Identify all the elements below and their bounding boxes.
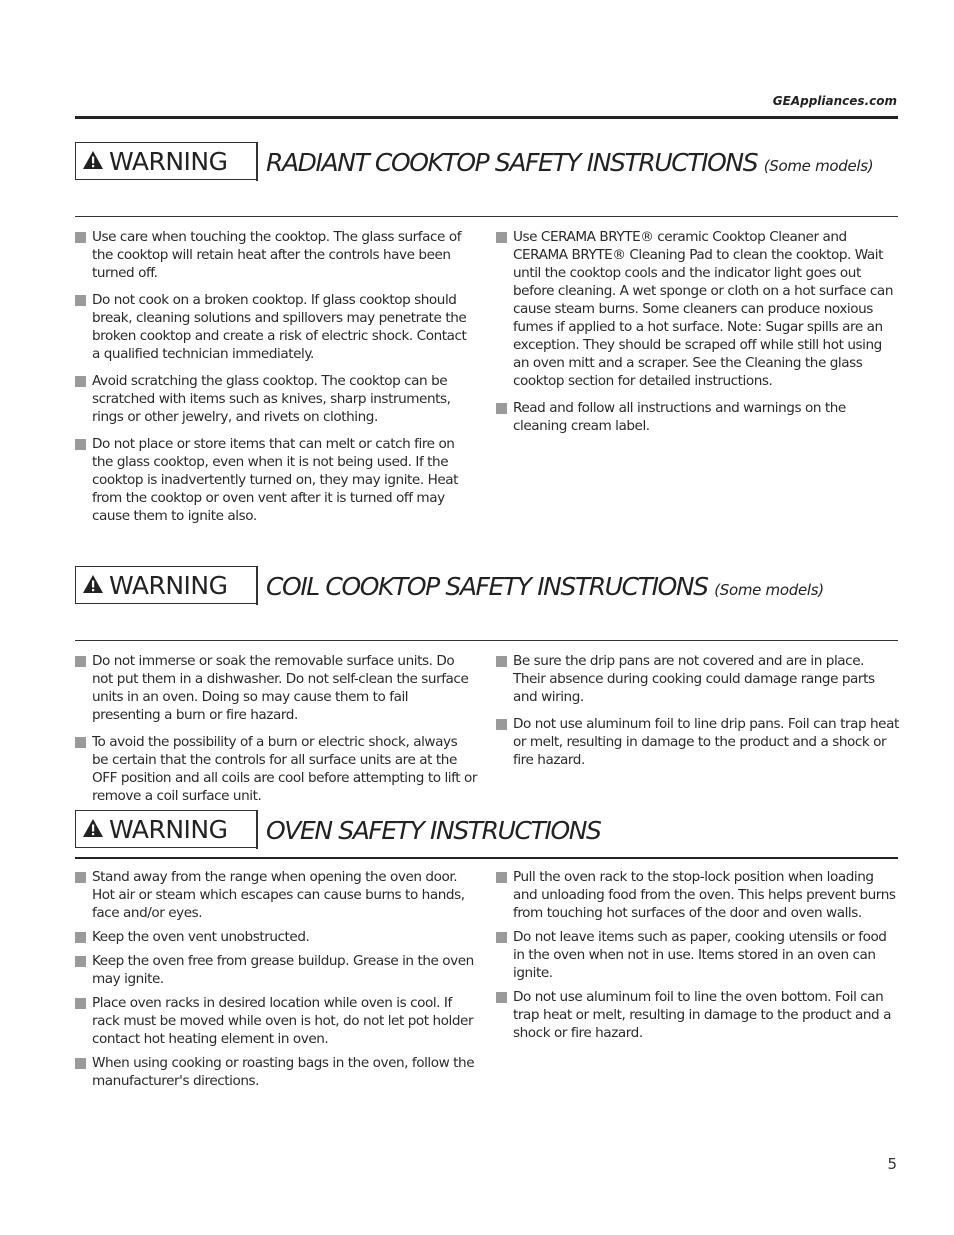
list-item-text: Do not leave items such as paper, cooking utensils or food in the oven when not in use. Items stored in an oven can ignite.	[513, 929, 887, 981]
list-item	[496, 868, 900, 922]
page-number: 5	[887, 1155, 897, 1173]
bullet-list	[75, 652, 477, 805]
section-subtitle: (Some models)	[763, 157, 874, 175]
bullet-list	[496, 868, 900, 1042]
heading-rule	[75, 640, 898, 641]
warning-triangle-icon	[82, 150, 104, 170]
bullet-square-icon	[75, 1058, 86, 1069]
bullet-square-icon	[496, 932, 507, 943]
bullet-square-icon	[75, 872, 86, 883]
section-title	[266, 572, 824, 601]
bullet-square-icon	[496, 403, 507, 414]
list-item-text: Keep the oven free from grease buildup. Grease in the oven may ignite.	[92, 953, 474, 987]
list-item	[75, 435, 477, 525]
section-title-text: RADIANT COOKTOP SAFETY INSTRUCTIONS	[266, 148, 758, 177]
bullet-square-icon	[75, 376, 86, 387]
bullet-square-icon	[496, 872, 507, 883]
bullet-square-icon	[496, 719, 507, 730]
section-heading	[75, 142, 898, 218]
left-column	[75, 228, 477, 534]
bullet-square-icon	[496, 992, 507, 1003]
bullet-list	[496, 228, 900, 435]
list-item-text: Do not immerse or soak the removable surface units. Do not put them in a dishwasher. Do not self-clean the surface units in an oven. Doing so may cause them to fail presenting a burn or fire hazard.	[92, 653, 469, 723]
warning-box	[75, 142, 258, 180]
heading-rule	[75, 857, 898, 859]
list-item-text: Stand away from the range when opening the oven door. Hot air or steam which escapes can cause burns to hands, face and/or eyes.	[92, 869, 465, 921]
section-coil-cooktop	[75, 566, 899, 804]
list-item	[496, 228, 900, 390]
section-radiant-cooktop	[75, 142, 898, 524]
warning-box	[75, 810, 258, 848]
list-item	[496, 652, 900, 706]
list-item-text: Avoid scratching the glass cooktop. The cooktop can be scratched with items such as knives, sharp instruments, rings or other jewelry, and rivets on clothing.	[92, 373, 451, 425]
list-item	[75, 952, 477, 988]
list-item	[75, 928, 477, 946]
list-item	[75, 291, 477, 363]
list-item-text: Keep the oven vent unobstructed.	[92, 929, 310, 945]
list-item	[75, 1054, 477, 1090]
section-heading	[75, 566, 898, 642]
list-item	[75, 372, 477, 426]
list-item-text: Do not use aluminum foil to line drip pans. Foil can trap heat or melt, resulting in damage to the product and a shock or fire hazard.	[513, 716, 899, 768]
list-item-text: Pull the oven rack to the stop-lock position when loading and unloading food from the oven. This helps prevent burns from touching hot surfaces of the door and oven walls.	[513, 869, 896, 921]
list-item-text: Use CERAMA BRYTE® ceramic Cooktop Cleaner and CERAMA BRYTE® Cleaning Pad to clean the cooktop. Wait until the cooktop cools and the indicator light goes out before cleaning. A wet sponge or cloth on a hot surface can cause steam burns. Some cleaners can produce noxious fumes if applied to a hot surface. Note: Sugar spills are an exception. They should be scraped off while still hot using an oven mitt and a scraper. See the Cleaning the glass cooktop section for detailed instructions.	[513, 229, 893, 389]
list-item-text: Do not place or store items that can melt or catch fire on the glass cooktop, even when it is not being used. If the cooktop is inadvertently turned on, they may ignite. Heat from the cooktop or oven vent after it is turned off may cause them to ignite also.	[92, 436, 459, 524]
warning-triangle-icon	[82, 574, 104, 594]
left-column	[75, 868, 477, 1096]
heading-rule	[75, 216, 898, 217]
list-item	[75, 733, 477, 805]
section-title	[266, 148, 873, 177]
warning-label: WARNING	[109, 146, 228, 176]
list-item-text: Be sure the drip pans are not covered and are in place. Their absence during cooking could damage range parts and wiring.	[513, 653, 875, 705]
list-item-text: To avoid the possibility of a burn or electric shock, always be certain that the controls for all surface units are at the OFF position and all coils are cool before attempting to lift or remove a coil surface unit.	[92, 734, 477, 804]
warning-triangle-icon	[82, 818, 104, 838]
list-item	[75, 228, 477, 282]
bullet-square-icon	[75, 998, 86, 1009]
bullet-square-icon	[75, 737, 86, 748]
section-title-text: OVEN SAFETY INSTRUCTIONS	[266, 816, 601, 845]
right-column	[496, 228, 900, 444]
bullet-square-icon	[496, 232, 507, 243]
top-rule	[75, 116, 898, 119]
section-title	[266, 816, 601, 845]
right-column	[496, 868, 900, 1048]
section-subtitle: (Some models)	[714, 581, 824, 599]
list-item	[496, 715, 900, 769]
list-item-text: Use care when touching the cooktop. The glass surface of the cooktop will retain heat after the controls have been turned off.	[92, 229, 462, 281]
list-item	[496, 928, 900, 982]
bullet-list	[75, 868, 477, 1090]
bullet-list	[496, 652, 900, 769]
right-column	[496, 652, 900, 778]
bullet-square-icon	[75, 295, 86, 306]
section-oven	[75, 810, 898, 1089]
list-item-text: Do not use aluminum foil to line the oven bottom. Foil can trap heat or melt, resulting in damage to the product and a shock or fire hazard.	[513, 989, 891, 1041]
warning-label: WARNING	[109, 570, 228, 600]
bullet-list	[75, 228, 477, 525]
bullet-square-icon	[75, 656, 86, 667]
bullet-square-icon	[75, 956, 86, 967]
list-item-text: When using cooking or roasting bags in the oven, follow the manufacturer's directions.	[92, 1055, 475, 1089]
list-item	[75, 652, 477, 724]
list-item	[75, 994, 477, 1048]
list-item	[75, 868, 477, 922]
section-title-text: COIL COOKTOP SAFETY INSTRUCTIONS	[266, 572, 708, 601]
bullet-square-icon	[496, 656, 507, 667]
warning-box	[75, 566, 258, 604]
bullet-square-icon	[75, 232, 86, 243]
site-url: GEAppliances.com	[772, 94, 897, 108]
bullet-square-icon	[75, 439, 86, 450]
list-item-text: Read and follow all instructions and warnings on the cleaning cream label.	[513, 400, 846, 434]
list-item	[496, 399, 900, 435]
list-item	[496, 988, 900, 1042]
list-item-text: Place oven racks in desired location while oven is cool. If rack must be moved while oven is hot, do not let pot holder contact hot heating element in oven.	[92, 995, 474, 1047]
warning-label: WARNING	[109, 814, 228, 844]
bullet-square-icon	[75, 932, 86, 943]
list-item-text: Do not cook on a broken cooktop. If glass cooktop should break, cleaning solutions and spillovers may penetrate the broken cooktop and create a risk of electric shock. Contact a qualified technician immediately.	[92, 292, 467, 362]
left-column	[75, 652, 477, 814]
